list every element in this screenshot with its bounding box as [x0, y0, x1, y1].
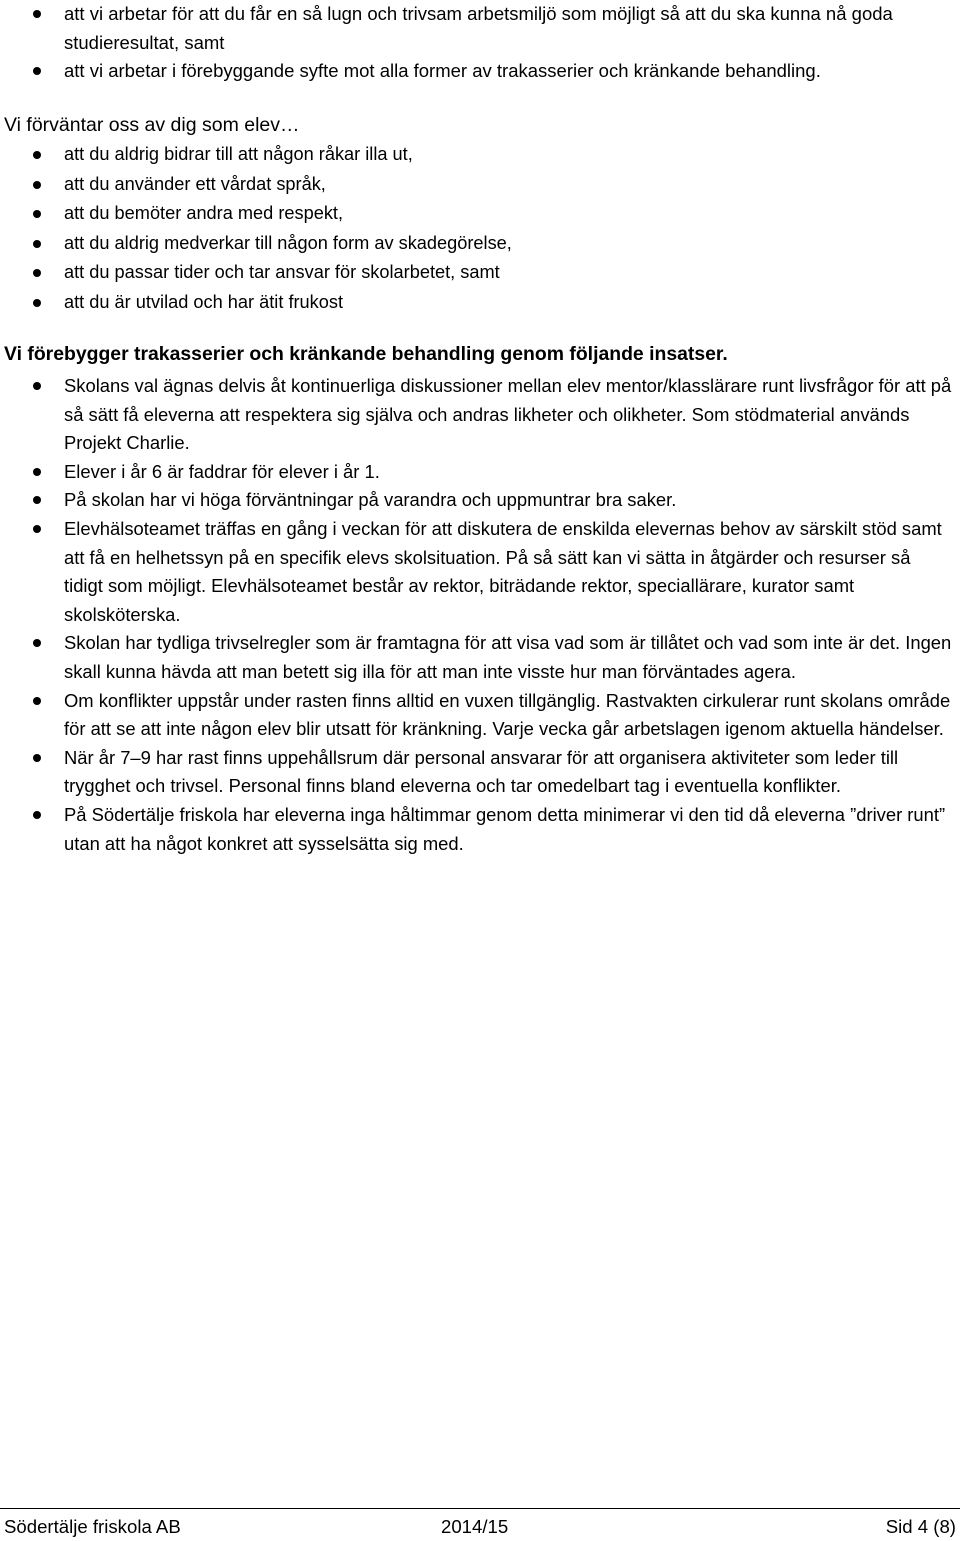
footer-divider	[0, 1508, 960, 1509]
list-item-text: att vi arbetar för att du får en så lugn och trivsam arbetsmiljö som möjligt så att du ska kunna nå goda studieresultat, samt	[64, 3, 893, 53]
bullet-icon	[33, 10, 41, 18]
list-item	[0, 486, 960, 515]
list-item-text: att du aldrig bidrar till att någon råkar illa ut,	[64, 144, 413, 164]
list-item-text: På Södertälje friskola har eleverna inga håltimmar genom detta minimerar vi den tid då eleverna ”driver runt” utan att ha något konkret att sysselsätta sig med.	[64, 803, 946, 854]
list-item-text: På skolan har vi höga förväntningar på varandra och uppmuntrar bra saker.	[64, 489, 677, 511]
list-item	[0, 372, 960, 458]
list-item-text: att du aldrig medverkar till någon form av skadegörelse,	[64, 232, 512, 253]
bullet-icon	[33, 299, 41, 307]
list-item	[0, 0, 960, 57]
bullet-icon	[33, 151, 41, 159]
measures-bullet-list	[0, 372, 960, 858]
list-item	[0, 57, 960, 86]
list-item	[0, 801, 960, 858]
list-item-text: När år 7–9 har rast finns uppehållsrum där personal ansvarar för att organisera aktiviteter som leder till trygghet och trivsel. Personal finns bland eleverna och tar omedelbart tag i eventuella konflikter.	[64, 746, 899, 797]
bullet-icon	[33, 525, 41, 533]
expectations-heading: Vi förväntar oss av dig som elev…	[4, 114, 300, 136]
bullet-icon	[33, 468, 41, 476]
bullet-icon	[33, 382, 41, 390]
list-item	[0, 140, 960, 170]
list-item	[0, 458, 960, 487]
list-item	[0, 515, 960, 629]
list-item	[0, 229, 960, 259]
list-item	[0, 744, 960, 801]
list-item	[0, 199, 960, 229]
list-item-text: att vi arbetar i förebyggande syfte mot alla former av trakasserier och kränkande behandling.	[64, 60, 821, 82]
bullet-icon	[33, 754, 41, 762]
list-item-text: Elever i år 6 är faddrar för elever i år 1.	[64, 460, 380, 482]
list-item	[0, 629, 960, 686]
bullet-icon	[33, 269, 41, 277]
footer-page-number: Sid 4 (8)	[885, 1516, 956, 1537]
list-item	[0, 170, 960, 200]
bullet-icon	[33, 210, 41, 218]
list-item	[0, 258, 960, 288]
bullet-icon	[33, 67, 41, 75]
list-item-text: att du bemöter andra med respekt,	[64, 203, 344, 223]
bullet-icon	[33, 811, 41, 819]
bullet-icon	[33, 496, 41, 504]
bullet-icon	[33, 639, 41, 647]
list-item-text: Elevhälsoteamet träffas en gång i veckan för att diskutera de enskilda elevernas behov av särskilt stöd samt att få en helhetssyn på en specifik elevs skolsituation. På så sätt kan vi sätta in åtgärder och resurser så tidigt som möjligt. Elevhälsoteamet består av rektor, biträdande rektor, speciallärare, kurator samt skolsköterska.	[64, 517, 942, 625]
list-item-text: att du är utvilad och har ätit frukost	[64, 291, 344, 312]
list-item	[0, 687, 960, 744]
footer-year: 2014/15	[441, 1516, 509, 1537]
bullet-icon	[33, 697, 41, 705]
list-item-text: Skolan har tydliga trivselregler som är framtagna för att visa vad som är tillåtet och vad som inte är det. Ingen skall kunna hävda att man betett sig illa för att man inte visste hur man förväntades agera.	[64, 632, 952, 682]
intro-bullet-list	[0, 0, 960, 86]
list-item-text: att du passar tider och tar ansvar för skolarbetet, samt	[64, 262, 500, 282]
list-item-text: Skolans val ägnas delvis åt kontinuerliga diskussioner mellan elev mentor/klasslärare runt livsfrågor för att på så sätt få eleverna att respektera sig själva och andras likheter och olikheter. Som stödmaterial används Projekt Charlie.	[64, 375, 952, 454]
list-item	[0, 288, 960, 318]
expectations-bullet-list	[0, 140, 960, 317]
bullet-icon	[33, 181, 41, 189]
list-item-text: att du använder ett vårdat språk,	[64, 173, 326, 194]
list-item-text: Om konflikter uppstår under rasten finns alltid en vuxen tillgänglig. Rastvakten cirkulerar runt skolans område för att se att inte någon elev blir utsatt för kränkning. Varje vecka går arbetslagen igenom aktuella händelser.	[64, 689, 951, 740]
measures-heading: Vi förebygger trakasserier och kränkande behandling genom följande insatser.	[4, 343, 728, 365]
footer-organization: Södertälje friskola AB	[4, 1516, 181, 1537]
bullet-icon	[33, 240, 41, 248]
